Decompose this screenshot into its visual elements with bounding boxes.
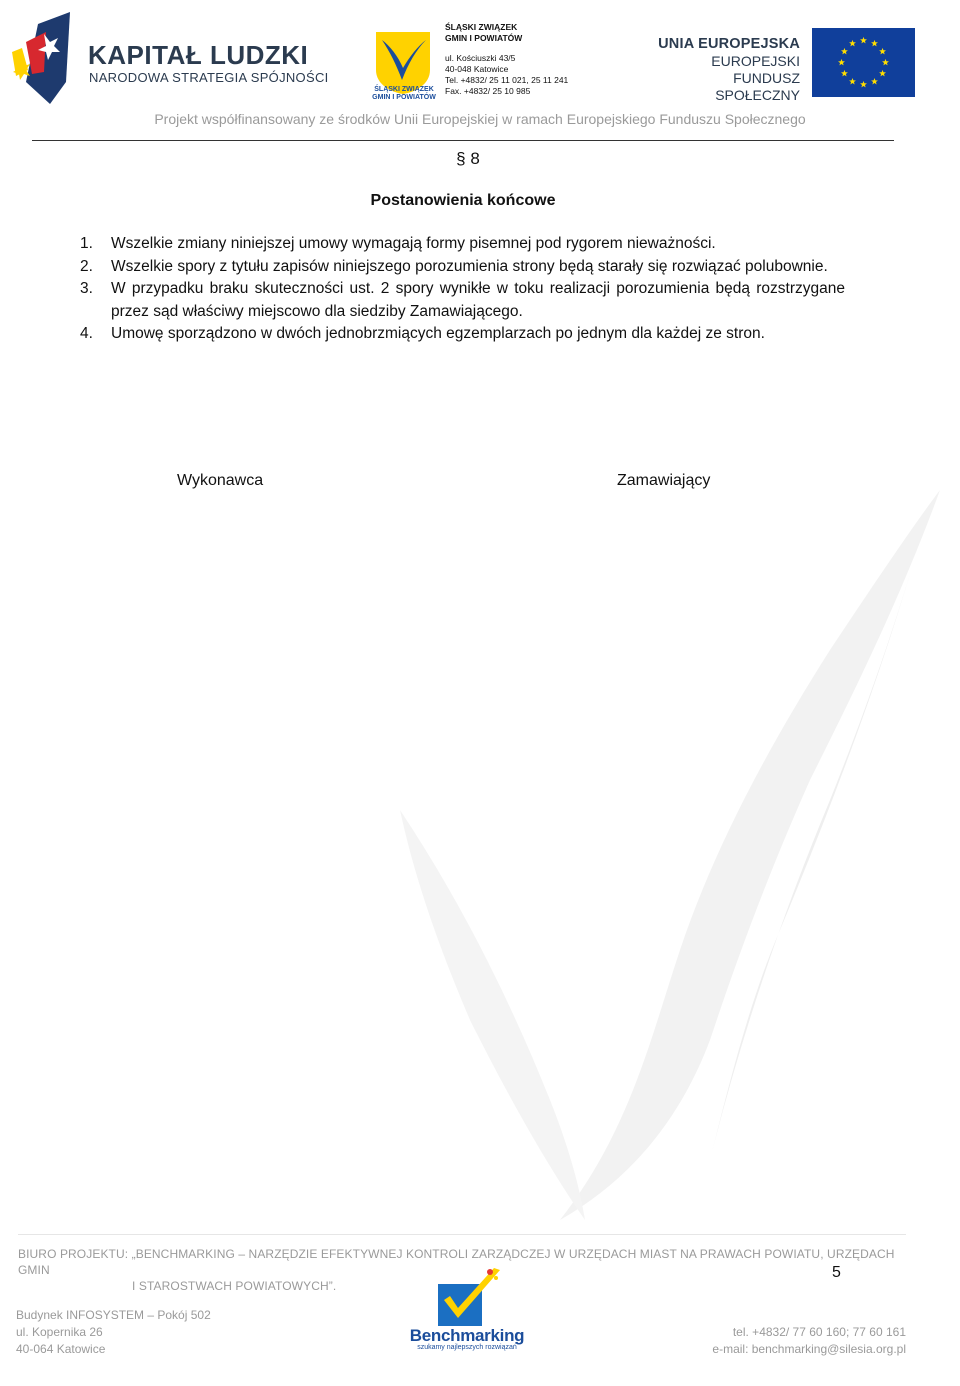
clause-number: 2.	[80, 257, 93, 275]
unia-europejska-text	[652, 36, 800, 104]
clause-item	[80, 233, 845, 256]
caption-line-2: GMIN I POWIATÓW	[372, 94, 436, 101]
zwiazek-name-line-1: ŚLĄSKI ZWIĄZEK	[445, 22, 518, 32]
footer-contact	[640, 1324, 906, 1358]
zwiazek-fax: Fax. +4832/ 25 10 985	[445, 86, 531, 96]
clause-number: 4.	[80, 325, 93, 342]
kapital-ludzki-subtitle: NARODOWA STRATEGIA SPÓJNOŚCI	[89, 70, 329, 85]
clause-text: Umowę sporządzono w dwóch jednobrzmiących egzemplarzach po jednym dla każdej ze stron.	[111, 325, 765, 342]
signature-contractor-label: Wykonawca	[177, 472, 264, 489]
signature-client-label: Zamawiający	[617, 472, 711, 489]
zwiazek-tel: Tel. +4832/ 25 11 021, 25 11 241	[445, 75, 569, 85]
benchmarking-logo-icon	[430, 1266, 508, 1334]
clauses-list	[80, 233, 845, 346]
project-cofinancing-line: Projekt współfinansowany ze środków Unii Europejskiej w ramach Europejskiego Funduszu Społecznego	[154, 111, 806, 127]
ue-line-2: EUROPEJSKI	[711, 53, 800, 69]
address-line-1: Budynek INFOSYSTEM – Pokój 502	[16, 1308, 211, 1322]
section-number: § 8	[456, 149, 480, 168]
contact-tel: tel. +4832/ 77 60 160; 77 60 161	[732, 1325, 906, 1339]
section-title: Postanowienia końcowe	[370, 192, 556, 209]
address-line-2: ul. Kopernika 26	[16, 1325, 103, 1339]
clause-number: 3.	[80, 280, 93, 297]
address-line-3: 40-064 Katowice	[16, 1342, 106, 1356]
footer-address	[16, 1307, 211, 1358]
footer-divider	[18, 1234, 906, 1235]
benchmarking-name: Benchmarking	[409, 1326, 525, 1345]
clause-text: W przypadku braku skuteczności ust. 2 spory wynikłe w toku realizacji porozumienia będą rozstrzygane przez sąd właściwy miejscowo dla siedziby Zamawiającego.	[111, 280, 845, 320]
clause-item	[80, 278, 845, 323]
clause-text: Wszelkie spory z tytułu zapisów niniejszego porozumienia strony będą starały się rozwiązać polubownie.	[111, 257, 828, 275]
project-office-line-1: BIURO PROJEKTU: „BENCHMARKING – NARZĘDZIE EFEKTYWNEJ KONTROLI ZARZĄDCZEJ W URZĘDACH MIAST NA PRAWACH POWIATU, URZĘDACH GMIN	[18, 1247, 895, 1277]
caption-line-1: ŚLĄSKI ZWIĄZEK	[374, 86, 434, 93]
kapital-ludzki-title: KAPITAŁ LUDZKI	[88, 40, 309, 70]
eu-flag-icon	[812, 28, 915, 97]
zwiazek-address-line-1: ul. Kościuszki 43/5	[445, 53, 516, 63]
clause-number: 1.	[80, 235, 93, 252]
clause-item	[80, 323, 845, 346]
benchmarking-tagline: szukamy najlepszych rozwiązań	[417, 1344, 517, 1351]
zwiazek-name-line-2: GMIN I POWIATÓW	[445, 33, 523, 43]
contact-email: e-mail: benchmarking@silesia.org.pl	[712, 1342, 906, 1356]
clause-item	[80, 256, 845, 279]
ue-line-1: UNIA EUROPEJSKA	[658, 36, 800, 52]
benchmarking-watermark-graphic	[380, 480, 960, 1240]
slaski-zwiazek-info	[445, 22, 568, 97]
zwiazek-address-line-2: 40-048 Katowice	[445, 64, 509, 74]
slaski-zwiazek-caption	[372, 86, 436, 102]
project-office-line-2: I STAROSTWACH POWIATOWYCH”.	[132, 1279, 337, 1293]
page-number: 5	[832, 1264, 841, 1281]
ue-line-3: FUNDUSZ SPOŁECZNY	[715, 70, 800, 103]
clause-text: Wszelkie zmiany niniejszej umowy wymagają formy pisemnej pod rygorem nieważności.	[111, 235, 716, 252]
header-divider	[32, 140, 894, 141]
